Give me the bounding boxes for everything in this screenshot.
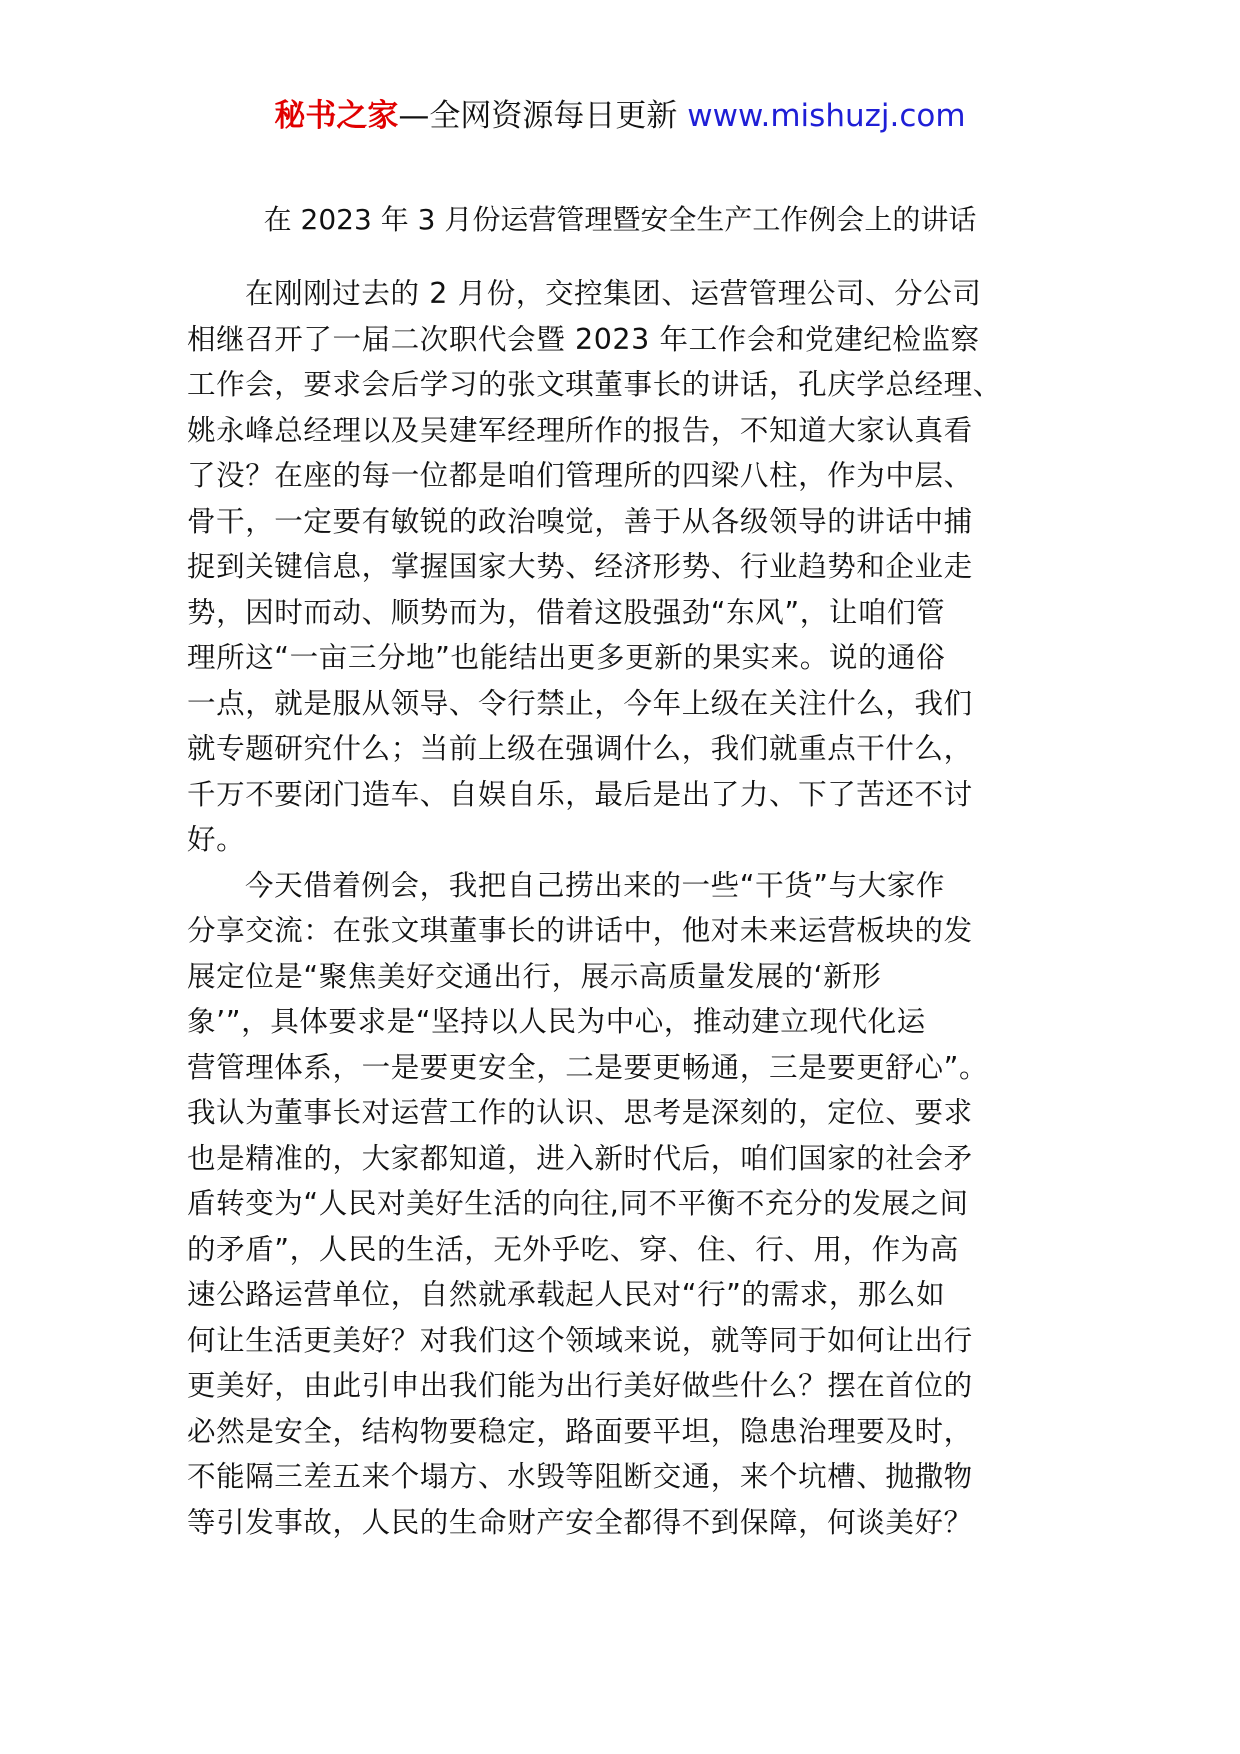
text-line: 分享交流：在张文琪董事长的讲话中，他对未来运营板块的发 [187, 914, 973, 947]
text-line: 骨干，一定要有敏锐的政治嗅觉，善于从各级领导的讲话中捕 [187, 504, 973, 538]
brand-name: 秘书之家 [274, 98, 399, 134]
text-line: 就专题研究什么；当前上级在强调什么，我们就重点干什么， [187, 732, 973, 765]
text-line: 的矛盾”，人民的生活，无外乎吃、穿、住、行、用，作为高 [187, 1232, 959, 1266]
text-line: 势，因时而动、顺势而为，借着这股强劲“东风”，让咱们管 [187, 595, 946, 629]
text-line: 千万不要闭门造车、自娱自乐，最后是出了力、下了苦还不讨 [187, 777, 973, 811]
text-line: 等引发事故，人民的生命财产安全都得不到保障，何谈美好？ [187, 1505, 973, 1539]
text-line: 营管理体系，一是要更安全，二是要更畅通，三是要更舒心”。 [187, 1050, 989, 1084]
text-line: 必然是安全，结构物要稳定，路面要平坦，隐患治理要及时， [187, 1414, 973, 1448]
text-line: 捉到关键信息，掌握国家大势、经济形势、行业趋势和企业走 [187, 550, 973, 583]
text-line: 在刚刚过去的 2 月份，交控集团、运营管理公司、分公司 [245, 277, 982, 310]
text-line: 不能隔三差五来个塌方、水毁等阻断交通，来个坑槽、抛撒物 [187, 1460, 973, 1493]
text-line: 工作会，要求会后学习的张文琪董事长的讲话，孔庆学总经理、 [187, 368, 1002, 401]
text-line: 也是精准的，大家都知道，进入新时代后，咱们国家的社会矛 [187, 1141, 973, 1175]
text-line: 一点，就是服从领导、令行禁止，今年上级在关注什么，我们 [187, 686, 973, 720]
text-line: 今天借着例会，我把自己捞出来的一些“干货”与大家作 [245, 868, 946, 902]
paragraph [187, 863, 1067, 1546]
site-url-link[interactable]: www.mishuzj.com [687, 98, 966, 134]
text-line: 何让生活更美好？对我们这个领域来说，就等同于如何让出行 [187, 1323, 973, 1357]
text-line: 象’”，具体要求是“坚持以人民为中心，推动建立现代化运 [187, 1005, 926, 1038]
text-line: 理所这“一亩三分地”也能结出更多更新的果实来。说的通俗 [187, 641, 946, 674]
text-line: 相继召开了一届二次职代会暨 2023 年工作会和党建纪检监察 [187, 322, 980, 356]
text-line: 好。 [187, 823, 246, 856]
text-line: 我认为董事长对运营工作的认识、思考是深刻的，定位、要求 [187, 1096, 973, 1129]
text-line: 展定位是“聚焦美好交通出行，展示高质量发展的‘新形 [187, 959, 882, 993]
site-header [0, 96, 1240, 136]
paragraph [187, 271, 1067, 863]
text-line: 更美好，由此引申出我们能为出行美好做些什么？摆在首位的 [187, 1369, 973, 1402]
text-line: 速公路运营单位，自然就承载起人民对“行”的需求，那么如 [187, 1278, 946, 1311]
text-line: 盾转变为“人民对美好生活的向往,同不平衡不充分的发展之间 [187, 1187, 969, 1220]
site-tagline: —全网资源每日更新 [398, 98, 688, 134]
text-line: 了没？在座的每一位都是咱们管理所的四梁八柱，作为中层、 [187, 459, 973, 492]
text-line: 姚永峰总经理以及吴建军经理所作的报告，不知道大家认真看 [187, 413, 973, 447]
document-title: 在 2023 年 3 月份运营管理暨安全生产工作例会上的讲话 [263, 203, 977, 236]
document-body [187, 271, 1067, 1545]
